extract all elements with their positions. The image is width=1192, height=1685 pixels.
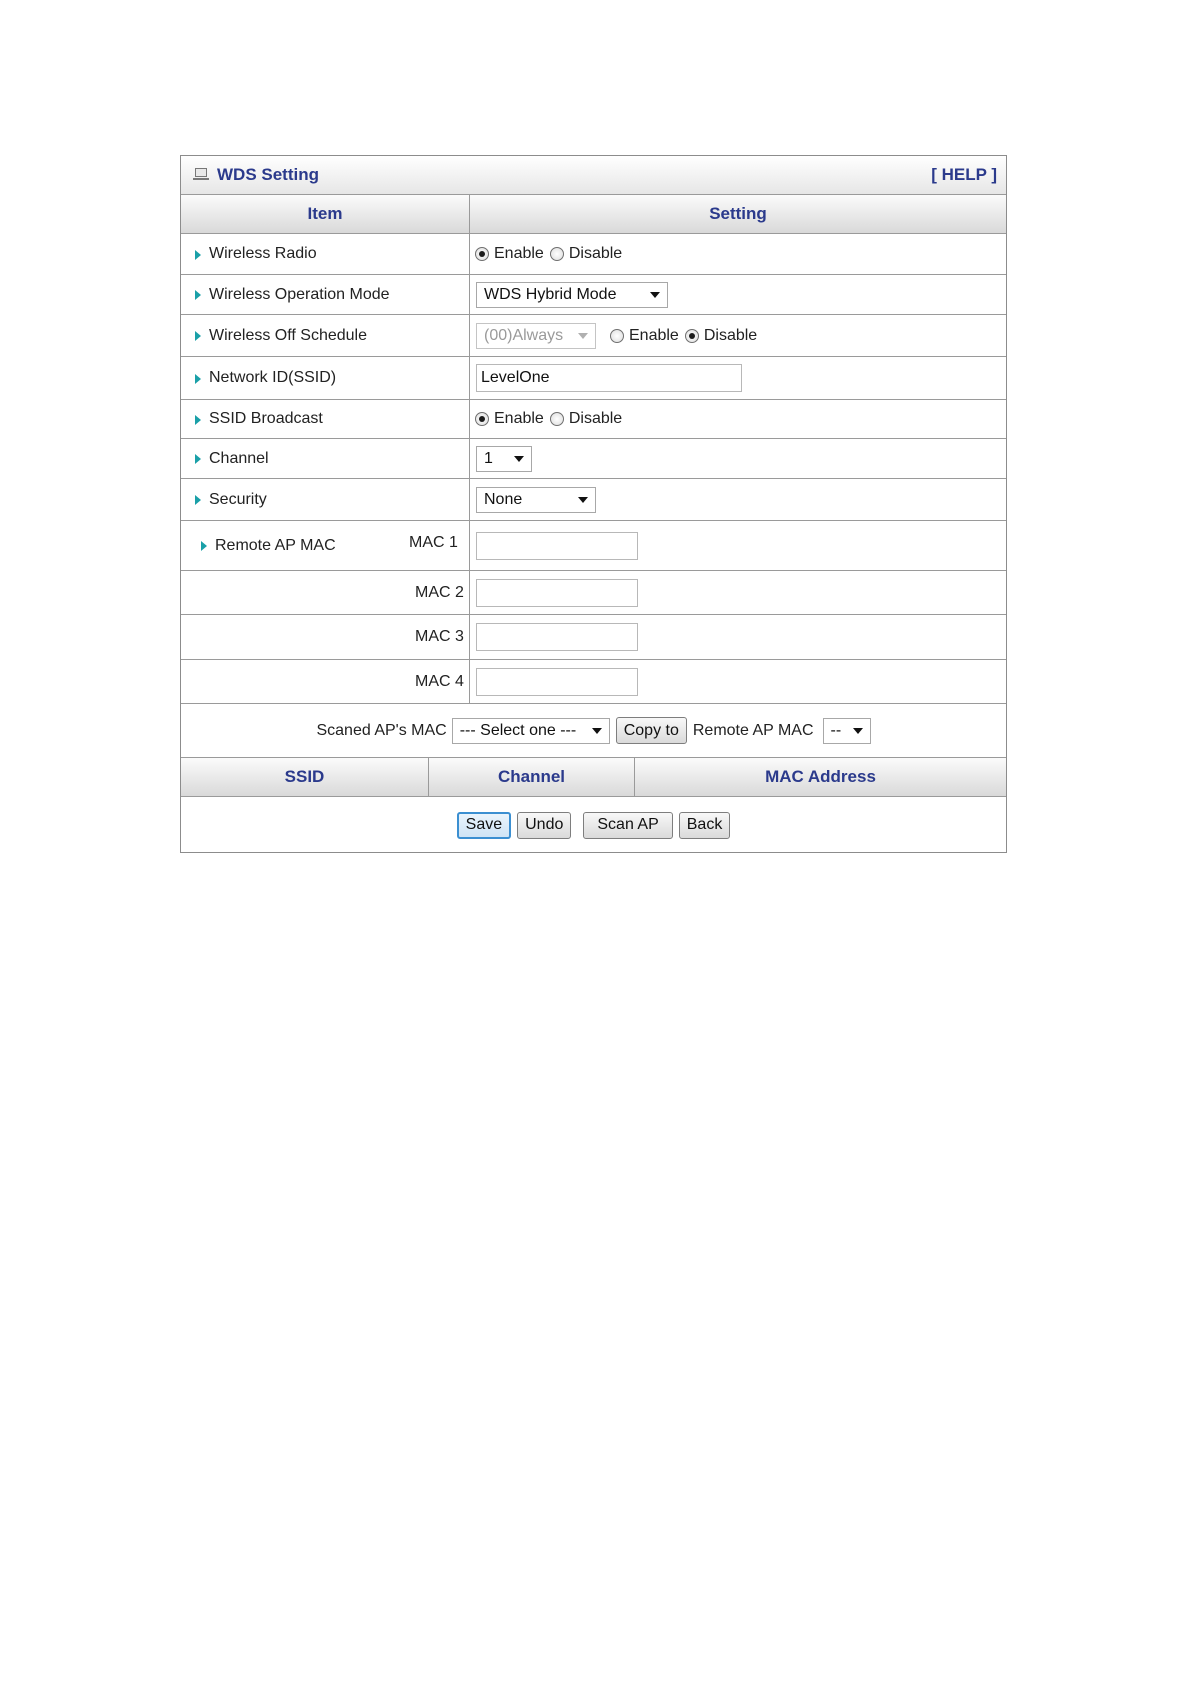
remote-ap-mac-select[interactable] <box>823 718 871 744</box>
bullet-arrow-icon <box>195 495 201 505</box>
off-schedule-disable-label: Disable <box>703 326 758 344</box>
scanned-ap-select[interactable] <box>452 718 610 744</box>
network-id-label: Network ID(SSID) <box>209 369 337 386</box>
header-item: Item <box>307 204 343 223</box>
security-select[interactable] <box>476 487 596 513</box>
chevron-down-icon <box>514 456 524 462</box>
operation-mode-select[interactable] <box>476 282 668 308</box>
wireless-radio-enable-radio[interactable] <box>475 247 489 261</box>
row-network-id <box>181 357 1006 400</box>
wireless-radio-disable-radio[interactable] <box>550 247 564 261</box>
operation-mode-label: Wireless Operation Mode <box>209 285 390 303</box>
mac-1-input[interactable] <box>476 532 638 560</box>
mac-3-input[interactable] <box>476 623 638 651</box>
scan-results-header <box>181 758 1006 797</box>
channel-select[interactable] <box>476 446 532 472</box>
back-button[interactable]: Back <box>679 812 731 839</box>
panel-title: WDS Setting <box>217 165 319 184</box>
off-schedule-enable-label: Enable <box>629 326 679 344</box>
panel-title-bar <box>181 156 1006 195</box>
mac-2-label: MAC 2 <box>415 583 464 601</box>
channel-value: 1 <box>484 449 493 467</box>
remote-ap-mac-label: Remote AP MAC <box>215 536 336 554</box>
header-setting: Setting <box>709 204 767 223</box>
bullet-arrow-icon <box>195 374 201 384</box>
row-scanned-ap <box>181 704 1006 758</box>
actions-row <box>181 797 1006 853</box>
off-schedule-select <box>476 323 596 349</box>
bullet-arrow-icon <box>195 454 201 464</box>
wireless-radio-label: Wireless Radio <box>209 245 317 262</box>
row-remote-ap-mac-1 <box>181 521 1006 571</box>
settings-table-header <box>181 195 1006 234</box>
chevron-down-icon <box>650 292 660 298</box>
row-off-schedule <box>181 315 1006 357</box>
scanned-ap-mac-label: Scaned AP's MAC <box>316 721 447 739</box>
ssid-input[interactable]: LevelOne <box>476 364 742 392</box>
mac-3-label: MAC 3 <box>415 628 464 645</box>
row-wireless-radio <box>181 234 1006 275</box>
mac-1-label: MAC 1 <box>409 534 458 551</box>
mac-4-input[interactable] <box>476 668 638 696</box>
chevron-down-icon <box>578 333 588 339</box>
bullet-arrow-icon <box>195 331 201 341</box>
wireless-radio-enable-label: Enable <box>494 245 544 262</box>
remote-ap-mac-select-value: -- <box>830 721 842 739</box>
scanned-ap-value: --- Select one --- <box>459 721 577 739</box>
scan-ap-button[interactable]: Scan AP <box>583 812 672 839</box>
row-channel <box>181 439 1006 479</box>
ssid-broadcast-enable-radio[interactable] <box>475 412 489 426</box>
bullet-arrow-icon <box>195 415 201 425</box>
wireless-radio-disable-label: Disable <box>568 245 623 262</box>
chevron-down-icon <box>592 728 602 734</box>
mac-2-input[interactable] <box>476 579 638 607</box>
header-mac-address: MAC Address <box>765 767 876 786</box>
row-operation-mode <box>181 275 1006 315</box>
remote-ap-mac-target-label: Remote AP MAC <box>692 721 814 739</box>
bullet-arrow-icon <box>201 541 207 551</box>
window-icon <box>195 168 207 177</box>
operation-mode-value: WDS Hybrid Mode <box>484 285 617 303</box>
ssid-broadcast-disable-label: Disable <box>568 410 623 427</box>
row-security <box>181 479 1006 521</box>
bullet-arrow-icon <box>195 250 201 260</box>
off-schedule-value: (00)Always <box>484 326 564 344</box>
help-link[interactable]: [ HELP ] <box>931 165 997 184</box>
chevron-down-icon <box>853 728 863 734</box>
row-remote-ap-mac-2 <box>181 571 1006 615</box>
header-channel: Channel <box>497 767 566 786</box>
ssid-broadcast-label: SSID Broadcast <box>209 410 323 427</box>
off-schedule-enable-radio[interactable] <box>610 329 624 343</box>
row-remote-ap-mac-4 <box>181 660 1006 704</box>
off-schedule-disable-radio[interactable] <box>685 329 699 343</box>
bullet-arrow-icon <box>195 290 201 300</box>
mac-4-label: MAC 4 <box>415 672 464 690</box>
copy-to-button[interactable]: Copy to <box>616 717 687 744</box>
row-ssid-broadcast <box>181 400 1006 439</box>
off-schedule-label: Wireless Off Schedule <box>209 326 367 344</box>
undo-button[interactable]: Undo <box>517 812 571 839</box>
security-label: Security <box>209 490 267 508</box>
wds-setting-panel <box>180 155 1007 853</box>
save-button[interactable]: Save <box>457 812 511 839</box>
row-remote-ap-mac-3 <box>181 615 1006 660</box>
security-value: None <box>484 490 523 508</box>
chevron-down-icon <box>578 497 588 503</box>
channel-label: Channel <box>209 449 269 467</box>
ssid-broadcast-enable-label: Enable <box>494 410 544 427</box>
header-ssid: SSID <box>284 767 325 786</box>
ssid-broadcast-disable-radio[interactable] <box>550 412 564 426</box>
